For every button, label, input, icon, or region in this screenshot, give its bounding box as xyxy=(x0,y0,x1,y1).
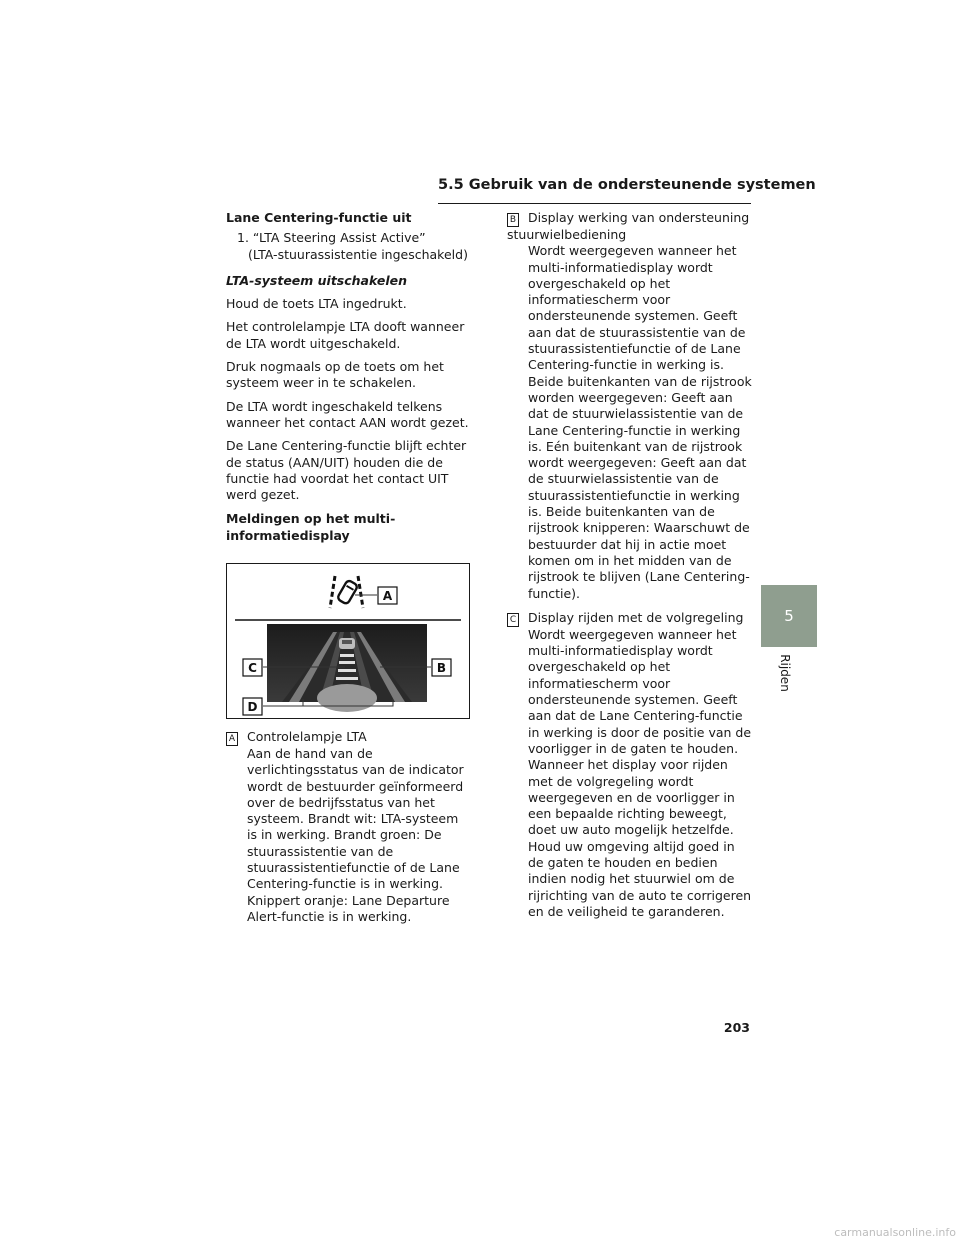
ref-a-title: Controlelampje LTA xyxy=(247,729,367,744)
ref-a-marker: A xyxy=(226,732,238,746)
lta-off-heading: LTA-systeem uitschakelen xyxy=(226,272,407,288)
ref-b-title: Display werking van ondersteuning stuurwielbediening xyxy=(507,210,750,242)
paragraph: De LTA wordt ingeschakeld telkens wanneer het contact AAN wordt gezet. xyxy=(226,398,469,430)
chapter-tab: 5 xyxy=(761,585,817,647)
callout-c xyxy=(243,659,262,676)
left-column xyxy=(226,210,471,551)
ref-a-block xyxy=(226,729,471,925)
paragraph: De Lane Centering-functie blijft echter de status (AAN/UIT) houden die de functie had voordat het contact UIT werd gezet. xyxy=(226,438,467,503)
messages-heading: Meldingen op het multi-informatiedisplay xyxy=(226,511,396,543)
ref-c-body: Wordt weergegeven wanneer het multi-informatiedisplay wordt overgeschakeld op het informatiescherm voor ondersteunende systemen. Geeft aan dat de Lane Centering-functie in werking is door de positie van de voorligger in de gaten te houden. Wanneer het display voor rijden met de volgregeling wordt weergegeven en de voorligger in een bepaalde richting beweegt, doet uw auto mogelijk hetzelfde. Houd uw omgeving altijd goed in de gaten te houden en bedien indien nodig het stuurwiel om de rijrichting van de auto te corrigeren en de veiligheid te garanderen. xyxy=(528,626,752,919)
lta-display-illustration xyxy=(227,564,469,718)
paragraph: Het controlelampje LTA dooft wanneer de LTA wordt uitgeschakeld. xyxy=(226,319,465,351)
paragraph: Houd de toets LTA ingedrukt. xyxy=(226,296,407,312)
callout-b xyxy=(432,659,451,676)
display-figure xyxy=(226,563,470,719)
lane-centering-heading: Lane Centering-functie uit xyxy=(226,210,412,225)
ref-c-title: Display rijden met de volgregeling xyxy=(528,609,744,625)
right-column xyxy=(507,210,752,920)
svg-text:A: A xyxy=(382,589,393,603)
list-item-1: 1. “LTA Steering Assist Active” xyxy=(237,230,426,246)
ref-b-marker: B xyxy=(507,213,519,227)
lta-indicator-icon xyxy=(330,576,377,608)
ref-c-marker: C xyxy=(507,613,519,627)
page-number: 203 xyxy=(723,1020,750,1035)
callout-d xyxy=(243,698,262,715)
section-header: 5.5 Gebruik van de ondersteunende systemen xyxy=(438,177,751,204)
svg-text:C: C xyxy=(248,661,257,675)
svg-text:D: D xyxy=(247,700,258,714)
list-item-1-detail: (LTA-stuurassistentie ingeschakeld) xyxy=(248,246,468,262)
watermark: carmanualsonline.info xyxy=(834,1226,956,1239)
ref-a-body: Aan de hand van de verlichtingsstatus van de indicator wordt de bestuurder geïnformeerd over de bedrijfsstatus van het systeem. Brandt wit: LTA-systeem is in werking. Brandt groen: De stuurassistentie van de stuurassistentiefunctie of de Lane Centering-functie is in werking. Knippert oranje: Lane Departure Alert-functie is in werking. xyxy=(247,746,464,924)
callout-a xyxy=(378,587,397,604)
paragraph: Druk nogmaals op de toets om het systeem weer in te schakelen. xyxy=(226,359,444,391)
chapter-tab-label: Rijden xyxy=(777,654,792,692)
ref-b-body: Wordt weergegeven wanneer het multi-informatiedisplay wordt overgeschakeld op het informatiescherm voor ondersteunende systemen. Geeft aan dat de stuurassistentie van de stuurassistentiefunctie of de Lane Centering-functie in werking is. Beide buitenkanten van de rijstrook worden weergegeven: Geeft aan dat de stuurwielassistentie van de Lane Centering-functie in werking is. Eén buitenkant van de rijstrook wordt weergegeven: Geeft aan dat de stuurwielassistentie van de stuurassistentiefunctie in werking is. Beide buitenkanten van de rijstrook knipperen: Waarschuwt de bestuurder dat hij in actie moet komen om in het midden van de rijstrook te blijven (Lane Centering-functie). xyxy=(528,243,752,601)
svg-text:B: B xyxy=(436,661,447,675)
